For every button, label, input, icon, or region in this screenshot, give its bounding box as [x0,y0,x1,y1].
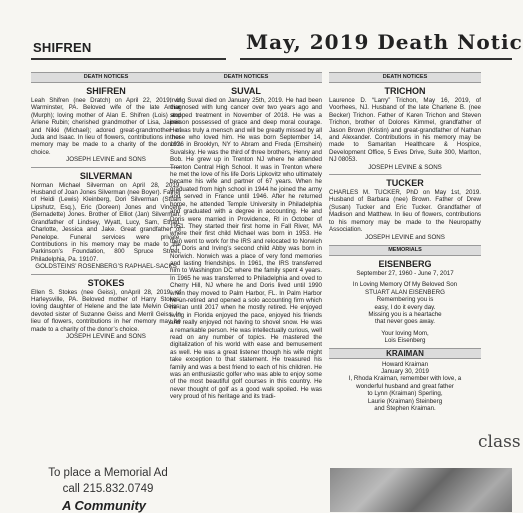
classified-heading: class [478,432,521,452]
notice-name: TUCKER [386,178,424,189]
section-tag: DEATH NOTICES [170,72,322,83]
memorial-poem-line: Remembering you is [376,296,434,304]
memorial-poem-line: that never goes away. [374,318,436,326]
column-2 [170,72,322,401]
column-3 [329,72,481,412]
header-rule-left [31,58,226,60]
notice-text: Norman Michael Silverman on April 28, 2019. Husband of Joan Jones Silverman (nee Boyer). Father of Heidi (Lewis) Kleinberg, Dori Silverman (Stuart Lipshutz, Esq.), Eric (Doreen) Jones and Vincent (Bernadette) Jones. Brother of Elliot (Jan) Silverman. Grandfather of Lindsey, Wyatt, Lucy, Sam, Ethan, Charlotte, Jessica and Jake. Great grandfather of Penelope. Funeral services were private. Contributions in his memory may be made to the Parkinson’s Foundation, 800 Spruce Street, Philadelphia, Pa. 19107. [31,181,181,263]
memorial-date: January 30, 2019 [381,367,429,375]
notice-text: Leah Shifren (nee Dratch) on April 22, 2019; of Warminster, PA. Beloved wife of the late Arthur (Murph); loving mother of Alan E. Shifren (Lois) and Arlene Rubin; cherished grandmother of Lisa, Jaimie and Nikki (Michael); adored great-grandmother of Juda and Isaac. In lieu of flowers, contributions in her memory may be made to a charity of the donor’s choice. [31,97,181,156]
notice-tucker [329,178,481,241]
section-tag: DEATH NOTICES [329,72,481,83]
memorial-line: In Loving Memory Of My Beloved Son [352,281,458,289]
divider [31,274,181,275]
memorials-tag: MEMORIALS [329,245,481,256]
memorial-closing: Your loving Mom, [381,329,429,337]
divider [31,167,181,168]
memorial-line: and Stephen Kraiman. [374,405,436,412]
notice-signature: JOSEPH LEVINE & SONS [368,163,442,171]
section-label: SHIFREN [33,40,92,55]
memorial-line: I, Rhoda Kraiman, remember with love, a [348,375,462,383]
memorial-poem-line: Missing you is a heartache [368,310,442,318]
notice-signature: JOSEPH LEVINE and SONS [66,156,146,164]
memorial-ad-line1: To place a Memorial Ad [48,467,168,479]
memorial-person: Howard Kraiman [381,360,429,368]
notice-text: CHARLES M. TUCKER, PhD on May 1st, 2019. Husband of Barbara (nee) Brown. Father of Drew (Susan) Tucker and Eric Tucker. Grandfather of Madison and Matthew. In lieu of flowers, contributions to his memory may be made to the Neuropathy Association. [329,189,481,234]
memorial-poem-line: easy, I do it every day. [374,303,436,311]
memorial-line: wonderful husband and great father [356,382,454,390]
notice-text: Laurence D. “Larry” Trichon, May 16, 2019, of Voorhees, NJ. Husband of the late Charlene B. (nee Becker) Trichon. Father of Karen Trichon and Steven Trichon, brother of Dolores Kimmel, grandfather of Jason Brown (Kristin) and great-grandfather of Nathan and Alexander. Contributions in his memory may be made to Samaritan Healthcare & Hospice, Development Office, 5 Eves Drive, Suite 300, Marlton, NJ 08053. [329,97,481,164]
column-1 [31,72,181,340]
notice-name: SUVAL [231,86,261,96]
notice-shifren [31,86,181,164]
notice-text: Ellen S. Stokes (nee Geiss), onApril 28, 2019; of Harleysville, PA. Beloved mother of Harry Stokes; loving daughter of Helene and the late Melvin Geiss; devoted sister of Suzanne Geiss and Merril Geiss. In lieu of flowers, contributions in her memory may be made to a charity of the donor’s choice. [31,288,181,333]
notice-signature: JOSEPH LEVINE and SONS [365,233,445,241]
memorial-signer: Lois Eisenberg [384,337,426,345]
memorial-name: EISENBERG [378,258,432,269]
newspaper-photo [330,468,512,512]
memorial-eisenberg [329,259,481,345]
section-tag: DEATH NOTICES [31,72,181,83]
memorial-ad-phone: call 215.832.0749 [62,483,154,495]
memorial-ad [33,465,183,497]
notice-signature: GOLDSTEINS’ ROSENBERG’S RAPHAEL-SACKS [35,263,177,271]
notice-trichon [329,86,481,171]
memorial-line: Laurie (Kraiman) Steinberg [367,397,443,405]
notice-name: STOKES [87,277,125,288]
memorial-line: to Lynn (Kraiman) Sperling, [367,390,443,398]
notice-name: SHIFREN [86,86,126,96]
memorial-kraiman [329,361,481,413]
notice-silverman [31,171,181,271]
community-heading: A Community [62,498,147,513]
divider [329,174,481,175]
header-rule-right [240,58,512,60]
page-title: May, 2019 Death Notic [246,30,523,54]
notice-stokes [31,278,181,341]
notice-text: Irving Suval died on January 25th, 2019. He had been diagnosed with lung cancer over two years ago and stopped treatment in November of 2018. He was a person possessed of grace and deep moral courage. He was truly a mensch and will be greatly missed by all those who loved him. He was born September 14, 1926 in Brooklyn, NY to Abram and Freda (Ernshein) Suvalsky. He was the third of three brothers, Henry and Bob. He grew up in Trenton NJ where he attended Trenton Central High School. It was in Trenton where he met the love of his life Doris Lipkovitz who ultimately became his wife and partner of 67 years. When he graduated from high school in 1944 he joined the army and served in France until 1946. After he returned home, he attended Temple University in Philadelphia and graduated with a degree in accounting. He and Doris were married in Providence, RI in October of 1951. They started their first home in Fall River, MA where their first child Michael was born in 1953. He then went to work for the IRS and relocated to Norwich CT. Doris and Irving’s second child Abby was born in Norwich. Norwich was a place of very fond memories and lasting friendships. In 1961, the IRS transferred him to Washington DC where the family spent 4 years. In 1965 he was transferred to Philadelphia and oved to Cherry Hill, NJ where he and Doris lived until 1990 when they moved to Palm Harbor, FL. In Palm Harbor he un-retired and opened a solo accounting firm which he ran until 2017 when he mostly retired. He enjoyed living in Florida enjoyed the pace, enjoyed his friends and really enjoyed not having to shovel snow. He was a remarkable person. He was intellectually curious, well read on any number of topics. He mastered the digitalization of his world with ease and bemusement as well. He was a great listener though his wife might take exception to that statement. He treasured his family and was a best friend to each of his children. He was an enthusiastic golfer who was able to enjoy some of the most beautiful golf courses in this country. He never thought of golf as a good walk spoiled. He was very proud of his heritage and its tradi- [170,97,323,401]
memorial-honoree: STUART ALAN EISENBERG [365,288,445,296]
notice-signature: JOSEPH LEVINE and SONS [66,332,146,340]
memorial-dates: September 27, 1960 - June 7, 2017 [356,269,454,277]
notice-name: SILVERMAN [79,170,133,181]
memorial-kraiman-tag: KRAIMAN [329,348,481,359]
notice-name: TRICHON [384,86,426,96]
